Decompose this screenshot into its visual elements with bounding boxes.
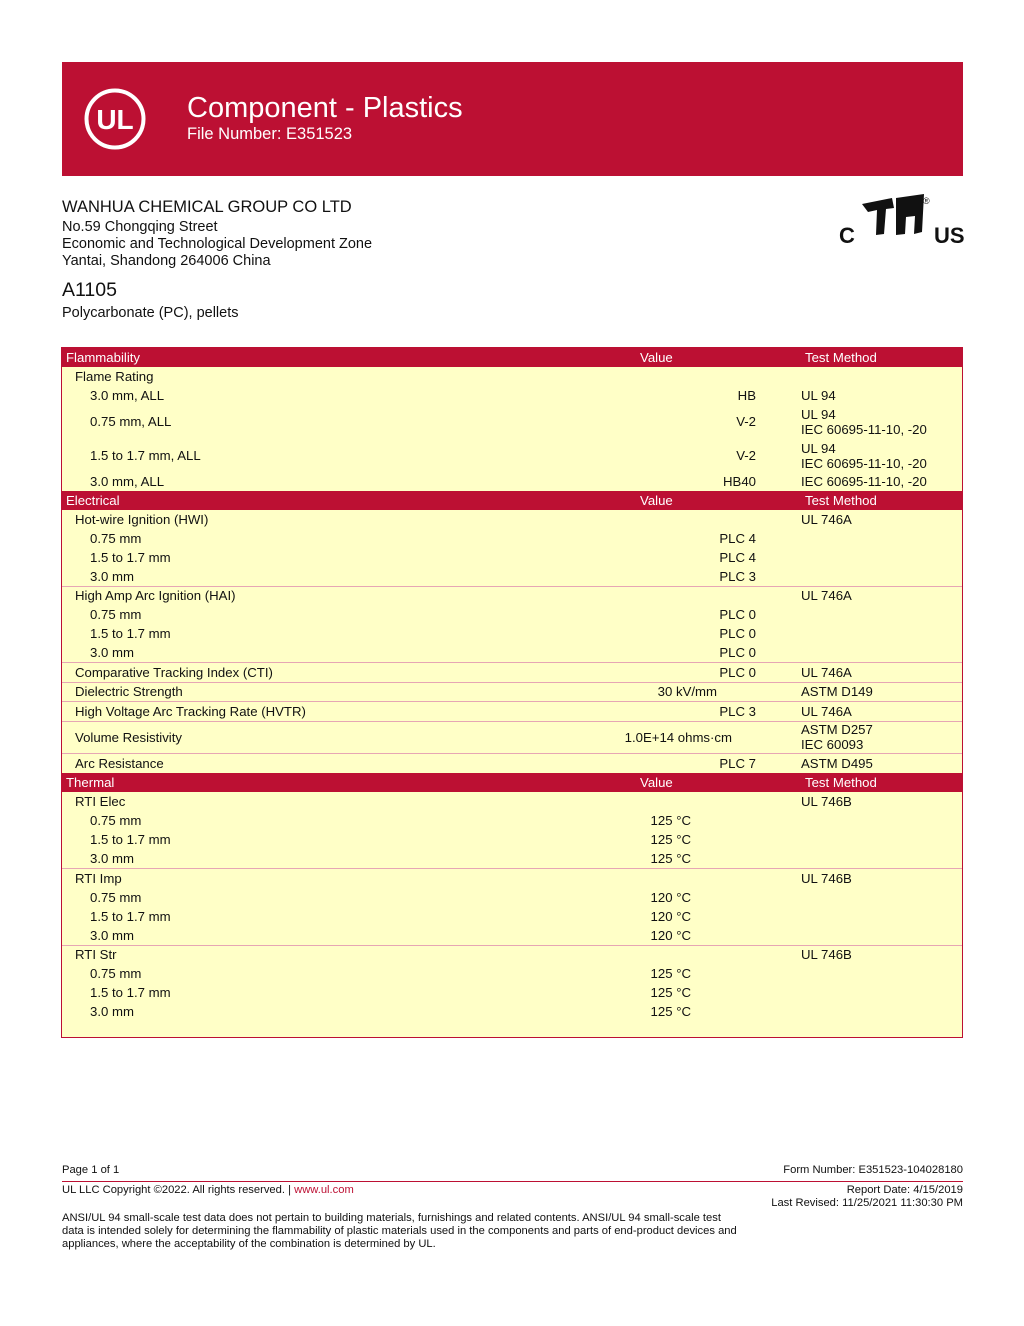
property-value: 125 °C: [650, 966, 691, 981]
condition-label: 0.75 mm: [90, 607, 142, 622]
property-label: High Voltage Arc Tracking Rate (HVTR): [75, 704, 306, 719]
disclaimer: ANSI/UL 94 small-scale test data does not pertain to building materials, furnishings and related contents. ANSI/UL 94 small-scale test data is intended solely for determining the flammability of plastic materials used in the components and parts of end-product devices and appliances, where the acceptability of the combination is determined by UL.: [62, 1212, 737, 1250]
property-label: Dielectric Strength: [75, 684, 183, 699]
property-value: PLC 4: [719, 550, 756, 565]
svg-text:C: C: [839, 223, 855, 248]
ul-website-link[interactable]: www.ul.com: [294, 1184, 354, 1196]
condition-label: 1.5 to 1.7 mm: [90, 626, 171, 641]
property-value: PLC 3: [719, 569, 756, 584]
condition-label: 1.5 to 1.7 mm: [90, 985, 171, 1000]
section-header-flammability: [62, 348, 962, 367]
property-value: PLC 0: [719, 607, 756, 622]
value-header: Value: [640, 775, 673, 790]
form-number: Form Number: E351523-104028180: [783, 1164, 963, 1176]
page-number: Page 1 of 1: [62, 1164, 120, 1176]
test-method: IEC 60695-11-10, -20: [801, 456, 927, 471]
condition-label: 3.0 mm, ALL: [90, 388, 165, 403]
property-value: V-2: [736, 448, 756, 463]
property-value: PLC 7: [719, 756, 756, 771]
condition-label: 0.75 mm: [90, 966, 142, 981]
property-label: RTI Imp: [75, 871, 122, 886]
condition-label: 3.0 mm, ALL: [90, 474, 165, 489]
test-method: ASTM D149: [801, 684, 873, 699]
property-label: Arc Resistance: [75, 756, 164, 771]
property-label: Hot-wire Ignition (HWI): [75, 512, 209, 527]
test-method: UL 746A: [801, 665, 852, 680]
condition-label: 3.0 mm: [90, 1004, 134, 1019]
test-method: UL 746A: [801, 704, 852, 719]
section-header-electrical: [62, 491, 962, 510]
test-method: ASTM D495: [801, 756, 873, 771]
property-label: Volume Resistivity: [75, 730, 182, 745]
condition-label: 0.75 mm: [90, 531, 142, 546]
condition-label: 1.5 to 1.7 mm: [90, 550, 171, 565]
property-label: RTI Str: [75, 947, 117, 962]
property-label: High Amp Arc Ignition (HAI): [75, 588, 236, 603]
test-method: IEC 60695-11-10, -20: [801, 422, 927, 437]
svg-text:®: ®: [923, 196, 930, 206]
condition-label: 0.75 mm: [90, 890, 142, 905]
section-header-thermal: [62, 773, 962, 792]
property-value: PLC 0: [719, 645, 756, 660]
ul-logo: [84, 88, 146, 150]
property-value: PLC 0: [719, 665, 756, 680]
section-title: Electrical: [66, 493, 120, 508]
property-label: RTI Elec: [75, 794, 126, 809]
test-method: UL 746A: [801, 512, 852, 527]
row-divider: [62, 682, 962, 683]
test-method: UL 746B: [801, 794, 852, 809]
test-method: UL 94: [801, 388, 836, 403]
method-header: Test Method: [805, 350, 877, 365]
condition-label: 3.0 mm: [90, 928, 134, 943]
condition-label: 3.0 mm: [90, 645, 134, 660]
report-date: Report Date: 4/15/2019: [846, 1184, 963, 1196]
value-header: Value: [640, 493, 673, 508]
condition-label: 3.0 mm: [90, 851, 134, 866]
property-value: 120 °C: [650, 928, 691, 943]
product-description: Polycarbonate (PC), pellets: [62, 305, 239, 321]
property-label: Flame Rating: [75, 369, 154, 384]
row-divider: [62, 701, 962, 702]
method-header: Test Method: [805, 775, 877, 790]
property-label: Comparative Tracking Index (CTI): [75, 665, 273, 680]
row-divider: [62, 662, 962, 663]
test-method: UL 746A: [801, 588, 852, 603]
test-method: UL 94: [801, 407, 836, 422]
property-value: 125 °C: [650, 851, 691, 866]
test-method: UL 746B: [801, 871, 852, 886]
footer-divider: [62, 1181, 963, 1182]
row-divider: [62, 868, 962, 869]
property-value: 120 °C: [650, 890, 691, 905]
svg-text:US: US: [934, 223, 965, 248]
condition-label: 0.75 mm: [90, 813, 142, 828]
test-method: IEC 60695-11-10, -20: [801, 474, 927, 489]
property-value: 30 kV/mm: [657, 684, 717, 699]
test-method: UL 94: [801, 441, 836, 456]
property-value: 125 °C: [650, 813, 691, 828]
properties-table: [61, 347, 963, 1038]
test-method: UL 746B: [801, 947, 852, 962]
copyright-text: UL LLC Copyright ©2022. All rights reserved. |: [62, 1184, 291, 1196]
value-header: Value: [640, 350, 673, 365]
test-method: IEC 60093: [801, 737, 864, 752]
property-value: 1.0E+14 ohms·cm: [624, 730, 732, 745]
address-line-2: Economic and Technological Development Zone: [62, 236, 373, 252]
cru-us-certification-mark: [836, 194, 966, 248]
condition-label: 3.0 mm: [90, 569, 134, 584]
row-divider: [62, 945, 962, 946]
property-value: PLC 3: [719, 704, 756, 719]
property-value: 125 °C: [650, 985, 691, 1000]
file-number: File Number: E351523: [187, 125, 353, 143]
property-value: V-2: [736, 414, 756, 429]
address-line-1: No.59 Chongqing Street: [62, 219, 218, 235]
condition-label: 1.5 to 1.7 mm, ALL: [90, 448, 201, 463]
test-method: ASTM D257: [801, 722, 873, 737]
last-revised: Last Revised: 11/25/2021 11:30:30 PM: [771, 1197, 963, 1209]
condition-label: 1.5 to 1.7 mm: [90, 832, 171, 847]
method-header: Test Method: [805, 493, 877, 508]
property-value: HB40: [723, 474, 756, 489]
property-value: PLC 4: [719, 531, 756, 546]
address-line-3: Yantai, Shandong 264006 China: [62, 253, 271, 269]
condition-label: 0.75 mm, ALL: [90, 414, 172, 429]
row-divider: [62, 753, 962, 754]
property-value: HB: [737, 388, 756, 403]
page-title: Component - Plastics: [187, 92, 463, 124]
property-value: PLC 0: [719, 626, 756, 641]
row-divider: [62, 586, 962, 587]
copyright: [62, 1184, 354, 1197]
section-title: Thermal: [66, 775, 115, 790]
section-title: Flammability: [66, 350, 141, 365]
property-value: 125 °C: [650, 1004, 691, 1019]
property-value: 120 °C: [650, 909, 691, 924]
product-name: A1105: [62, 279, 117, 301]
company-name: WANHUA CHEMICAL GROUP CO LTD: [62, 198, 352, 216]
property-value: 125 °C: [650, 832, 691, 847]
svg-text:UL: UL: [96, 104, 134, 135]
condition-label: 1.5 to 1.7 mm: [90, 909, 171, 924]
